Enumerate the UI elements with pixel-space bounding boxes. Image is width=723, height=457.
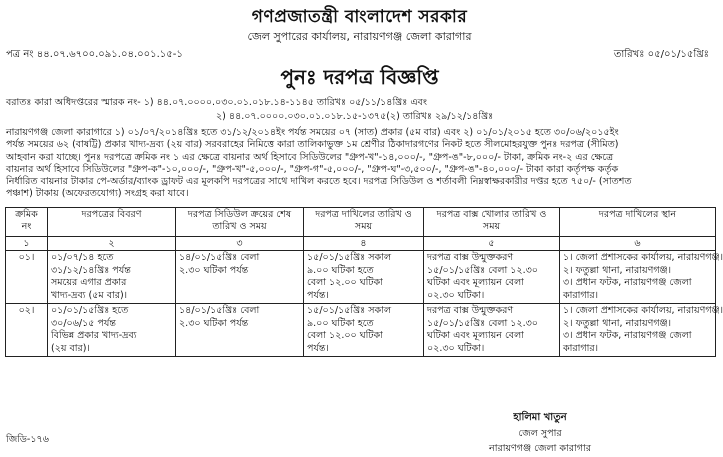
cell-line: ৯.০০ ঘটিকা হতে (307, 264, 374, 276)
cell-line: (২য় বার)। (51, 342, 90, 354)
notice-title: পুনঃ দরপত্র বিজ্ঞপ্তি (280, 65, 439, 89)
column-number: ৩ (176, 237, 304, 251)
cell-line: ২। ফতুল্লা থানা, নারায়ণগঞ্জ। (563, 264, 672, 276)
header-submission-places: দরপত্র দাখিলের স্থান (560, 208, 716, 237)
footer-code: জিডি-১৭৬ (6, 434, 49, 445)
header-schedule-deadline: দরপত্র সিডিউল ক্রয়ের শেষ তারিখ ও সময় (176, 208, 304, 237)
cell-line: ০১/০১/১৫খ্রিঃ হতে (51, 305, 129, 316)
body-line: আহবান করা যাচ্ছে। পুনঃ দরপত্রে ক্রমিক নং ১ এর ক্ষেত্রে বায়নার অর্থ হিসাবে সিডিউলের "গ্রুপ-খ"-১৪,০০০/-, "গ্রুপ-ঙ"-৮,০০০/- টাকা, ক্রমিক নং-২ এর ক্ষেত্রে (6, 151, 614, 163)
row-submission (304, 251, 424, 304)
cell-line: ৩। প্রধান ফটক, নারায়ণগঞ্জ জেলা (563, 330, 692, 341)
cell-line: ঘটিকা এবং মূল্যায়ন বেলা (427, 277, 524, 288)
body-line: নারায়ণগঞ্জ জেলা কারাগারে ১) ০১/০৭/২০১৪খ্রিঃ হতে ৩১/১২/২০১৪ইং পর্যন্ত সময়ের ০৭ (সাত) প্রকার (৫ম বার) এবং ২) ০১/০১/২০১৫ হতে ৩০/০৬/২০১৫ইং (6, 127, 619, 138)
cell-line: খাদ্য-দ্রব্য (৫ম বার)। (51, 289, 128, 301)
signature-block (440, 410, 640, 457)
cell-line: ২.৩০ ঘটিকা পর্যন্ত (179, 264, 249, 276)
cell-line: সময়ের এগার প্রকার (51, 277, 127, 288)
cell-line: দরপত্র বাক্স উন্মুক্তকরণ (427, 252, 514, 263)
cell-line: বেলা ১২.০০ ঘটিকা (307, 277, 383, 288)
body-line: পর্যন্ত সময়ের ৬২ (বাষট্টি) প্রকার খাদ্য-দ্রব্য (২য় বার) সরবরাহের নিমিত্তে কারা তালিকাভুক্ত ১ম শ্রেণীর ঠিকাদারগণের নিকট হতে সীলমোহরযুক্ত পুনঃ দরপত্র (সীমিত) (6, 139, 619, 151)
cell-line: কারাগার। (563, 289, 598, 301)
cell-line: ০১/০৭/১৪ হতে (51, 252, 114, 263)
cell-line: ২। ফতুল্লা থানা, নারায়ণগঞ্জ। (563, 317, 672, 329)
table-row (6, 304, 716, 357)
cell-line: কারাগার। (563, 342, 598, 354)
cell-line: ১৫/০১/১৫খ্রিঃ সকাল (307, 252, 392, 263)
cell-line: ১৫/০১/১৫খ্রিঃ বেলা ১২.৩০ (427, 317, 538, 329)
body-line: পঞ্চাশ) টাকায় (অফেরতযোগ্য) সংগ্রহ করা যাবে। (6, 188, 189, 200)
cell-line: ১৪/০১/১৫খ্রিঃ বেলা (179, 252, 260, 263)
column-number: ২ (48, 237, 176, 251)
cell-line: ঘটিকা এবং মূল্যায়ন বেলা (427, 330, 524, 341)
column-number: ১ (6, 237, 48, 251)
cell-line: বিভিন্ন প্রকার খাদ্য-দ্রব্য (51, 330, 137, 341)
row-description (48, 304, 176, 357)
row-opening (424, 251, 560, 304)
body-line: নির্ধারিত বায়নার টাকার পে-অর্ডার/ব্যাংক ড্রাফট এর মূলকপি দরপত্রের সাথে দাখিল করতে হবে। দরপত্র সিডিউল ও শর্তাবলী নিম্নস্বাক্ষরকারীর দপ্তর হতে ৭৫০/- (সাতশত (6, 176, 632, 188)
row-schedule-deadline (176, 304, 304, 357)
cell-line: ১। জেলা প্রশাসকের কার্যালয়, নারায়ণগঞ্জ। (563, 252, 723, 263)
reference-number: পত্র নং ৪৪.০৭.৬৭০০.০৯১.০৪.০০১.১৫-১ (6, 49, 183, 60)
cell-line: বেলা ১২.০০ ঘটিকা (307, 330, 383, 341)
cell-line: ৩। প্রধান ফটক, নারায়ণগঞ্জ জেলা (563, 277, 692, 288)
cell-line: ১। জেলা প্রশাসকের কার্যালয়, নারায়ণগঞ্জ। (563, 305, 723, 316)
table-header-row (6, 208, 716, 237)
cell-line: ০২.৩০ ঘটিকা। (427, 342, 485, 354)
row-schedule-deadline (176, 251, 304, 304)
header-description: দরপত্রের বিবরণ (48, 208, 176, 237)
memo-reference-1: বরাতঃ কারা অধিদপ্তরের স্মারক নং- ১) ৪৪.০৭.০০০০.০৩০.০১.০১৮.১৪-১১৪৫ তারিখঃ ০৫/১১/১৪খ্রিঃ এবং (6, 97, 427, 108)
cell-line: ১৫/০১/১৫খ্রিঃ বেলা ১২.৩০ (427, 264, 538, 276)
row-places (560, 304, 723, 357)
row-places (560, 251, 723, 304)
row-serial: ০২। (6, 304, 48, 357)
cell-line: পর্যন্ত। (307, 289, 329, 301)
memo-reference-2: ২) ৪৪.০৭.০০০০.০৩০.০১.০১৮.১৫-১৩৭৫(২) তারিখঃ ২৯/১২/১৪খ্রিঃ (216, 111, 494, 122)
table-row (6, 251, 716, 304)
cell-line: ২.৩০ ঘটিকা পর্যন্ত (179, 317, 249, 329)
header-opening: দরপত্র বাক্স খোলার তারিখ ও সময় (424, 208, 560, 237)
cell-line: ১৫/০১/১৫খ্রিঃ সকাল (307, 305, 392, 316)
body-line: বায়নার অর্থ হিসাবে সিডিউলের "গ্রুপ-ক"-১০,০০০/-, "গ্রুপ-খ"-৫,০০০/-, "গ্রুপ-গ"-৫,০০০/-, "গ্রুপ-ঘ"-৩,৫০০/-, "গ্রুপ-ঙ"-৪০,০০০/- টাকা কারা কর্তৃপক্ষ কর্তৃক (6, 163, 619, 175)
cell-line: পর্যন্ত। (307, 342, 329, 354)
row-opening (424, 304, 560, 357)
signatory-office: নারায়ণগঞ্জ জেলা কারাগার (489, 443, 591, 454)
column-number: ৫ (424, 237, 560, 251)
row-description (48, 251, 176, 304)
government-title: গণপ্রজাতন্ত্রী বাংলাদেশ সরকার (251, 7, 468, 27)
header-submission: দরপত্র দাখিলের তারিখ ও সময় (304, 208, 424, 237)
cell-line: ০২.৩০ ঘটিকা। (427, 289, 485, 301)
signatory-name: হালিমা খাতুন (513, 412, 567, 423)
cell-line: ৩০/০৬/১৫ পর্যন্ত (51, 317, 116, 329)
row-serial: ০১। (6, 251, 48, 304)
issue-date: তারিখঃ ০৫/০১/১৫খ্রিঃ (613, 49, 709, 60)
cell-line: দরপত্র বাক্স উন্মুক্তকরণ (427, 305, 514, 316)
cell-line: ৯.০০ ঘটিকা হতে (307, 317, 374, 329)
column-number-row (6, 237, 716, 251)
column-number: ৪ (304, 237, 424, 251)
office-name: জেল সুপারের কার্যালয়, নারায়ণগঞ্জ জেলা কারাগার (247, 30, 472, 43)
cell-line: ১৪/০১/১৫খ্রিঃ বেলা (179, 305, 260, 316)
column-number: ৬ (560, 237, 716, 251)
signatory-designation: জেল সুপার (518, 428, 562, 439)
header-serial: ক্রমিক নং (6, 208, 48, 237)
tender-table (5, 207, 723, 357)
notice-body (6, 127, 712, 201)
cell-line: ৩১/১২/১৪খ্রিঃ পর্যন্ত (51, 264, 131, 276)
row-submission (304, 304, 424, 357)
